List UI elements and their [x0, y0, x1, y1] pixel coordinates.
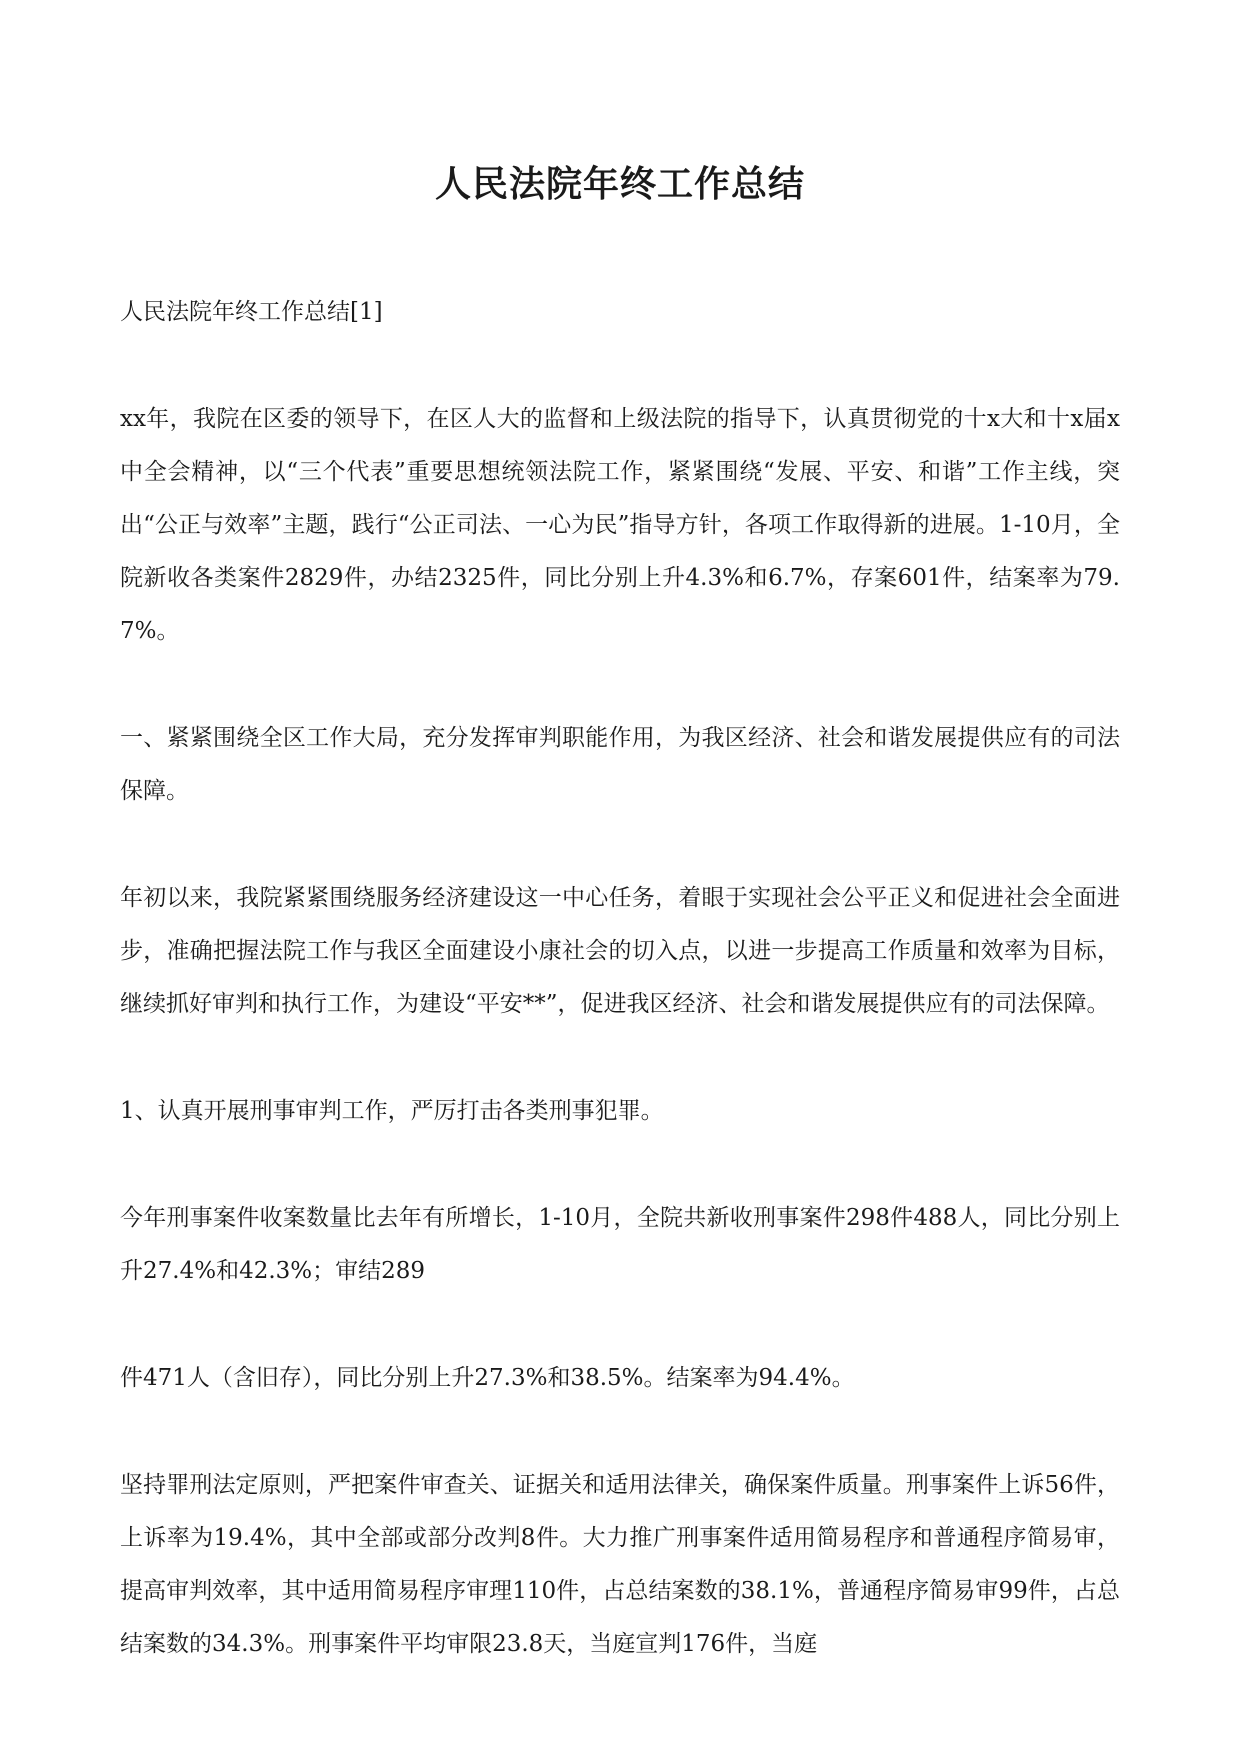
section-heading-1: 人民法院年终工作总结[1]: [120, 299, 383, 325]
document-body: [120, 286, 1120, 1671]
paragraph-criminal-stats: 今年刑事案件收案数量比去年有所增长，1-10月，全院共新收刑事案件298件488人，同比分别上升27.4%和42.3%；审结289: [120, 1205, 1120, 1284]
paragraph-part-one-heading: 一、紧紧围绕全区工作大局，充分发挥审判职能作用，为我区经济、社会和谐发展提供应有的司法保障。: [120, 725, 1120, 804]
paragraph-part-one-body: 年初以来，我院紧紧围绕服务经济建设这一中心任务，着眼于实现社会公平正义和促进社会全面进步，准确把握法院工作与我区全面建设小康社会的切入点，以进一步提高工作质量和效率为目标，继续抓好审判和执行工作，为建设“平安**”，促进我区经济、社会和谐发展提供应有的司法保障。: [120, 885, 1120, 1017]
paragraph-criminal-heading: 1、认真开展刑事审判工作，严厉打击各类刑事犯罪。: [120, 1098, 664, 1124]
paragraph-criminal-quality: 坚持罪刑法定原则，严把案件审查关、证据关和适用法律关，确保案件质量。刑事案件上诉56件，上诉率为19.4%，其中全部或部分改判8件。大力推广刑事案件适用简易程序和普通程序简易审，提高审判效率，其中适用简易程序审理110件，占总结案数的38.1%，普通程序简易审99件，占总结案数的34.3%。刑事案件平均审限23.8天，当庭宣判176件，当庭: [120, 1472, 1120, 1657]
paragraph-criminal-stats-cont: 件471人（含旧存），同比分别上升27.3%和38.5%。结案率为94.4%。: [120, 1365, 855, 1391]
document-title: 人民法院年终工作总结: [434, 163, 805, 205]
paragraph-intro: xx年，我院在区委的领导下，在区人大的监督和上级法院的指导下，认真贯彻党的十x大和十x届x中全会精神，以“三个代表”重要思想统领法院工作，紧紧围绕“发展、平安、和谐”工作主线，突出“公正与效率”主题，践行“公正司法、一心为民”指导方针，各项工作取得新的进展。1-10月，全院新收各类案件2829件，办结2325件，同比分别上升4.3%和6.7%，存案601件，结案率为79.7%。: [120, 406, 1120, 644]
